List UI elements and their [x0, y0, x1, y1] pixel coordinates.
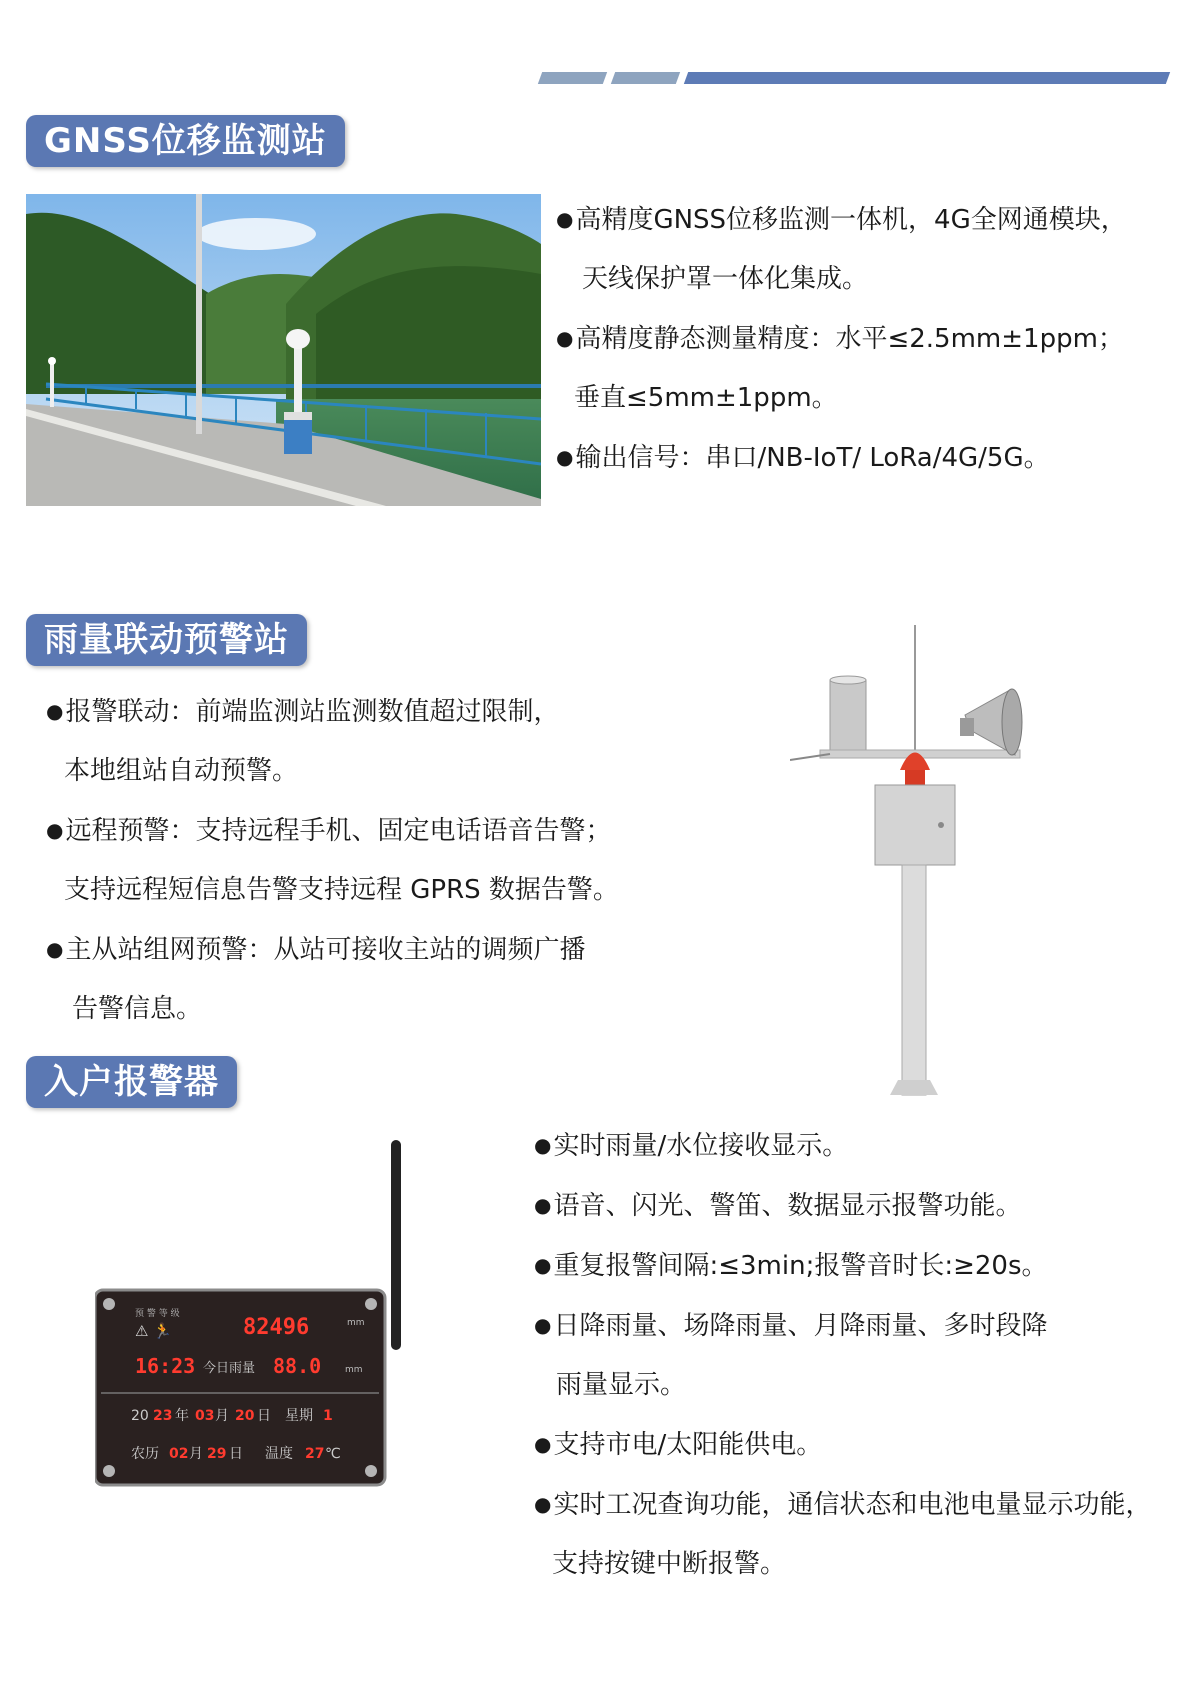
- year-label: 年: [175, 1408, 189, 1424]
- feature-text: 实时雨量/水位接收显示。: [553, 1131, 849, 1161]
- section-title-home-alarm: 入户报警器: [26, 1056, 237, 1108]
- alarm-level-icons: ⚠ 🏃: [135, 1322, 172, 1340]
- month-readout: 03: [195, 1408, 215, 1424]
- decor-bar: [538, 72, 607, 84]
- feature-item: [534, 1236, 1151, 1296]
- bullet-dot: ●: [556, 207, 574, 231]
- home-alarm-device-image: [95, 1140, 415, 1490]
- bullet-dot: ●: [46, 699, 64, 723]
- total-rain-unit: mm: [347, 1318, 365, 1328]
- feature-item: [556, 428, 1127, 488]
- lunar-day-readout: 29: [207, 1446, 227, 1462]
- bullet-dot: ●: [534, 1313, 552, 1337]
- feature-item: [556, 190, 1127, 250]
- feature-text-cont: 告警信息。: [72, 994, 203, 1024]
- decor-bar: [684, 72, 1170, 84]
- alarm-level-label: 预 警 等 级: [135, 1309, 180, 1319]
- rain-warning-feature-list: [46, 682, 619, 1039]
- bullet-dot: ●: [556, 445, 574, 469]
- feature-item: [534, 1176, 1151, 1236]
- feature-text: 高精度GNSS位移监测一体机，4G全网通模块，: [575, 205, 1127, 235]
- feature-text: 日降雨量、场降雨量、月降雨量、多时段降: [553, 1311, 1048, 1341]
- bullet-dot: ●: [534, 1432, 552, 1456]
- feature-item: [534, 1475, 1151, 1535]
- feature-text-cont: 本地组站自动预警。: [64, 756, 299, 786]
- decor-bar: [611, 72, 680, 84]
- bullet-dot: ●: [534, 1133, 552, 1157]
- feature-item: [534, 1116, 1151, 1176]
- total-rain-readout: 82496: [243, 1315, 310, 1340]
- today-rain-readout: 88.0: [273, 1354, 322, 1378]
- today-rain-unit: mm: [345, 1365, 363, 1375]
- feature-text: 实时工况查询功能，通信状态和电池电量显示功能，: [553, 1490, 1152, 1520]
- home-alarm-feature-list: [534, 1116, 1151, 1594]
- feature-item: [46, 801, 619, 861]
- temp-unit: ℃: [325, 1446, 341, 1462]
- week-readout: 1: [323, 1408, 333, 1424]
- feature-item: [46, 682, 619, 742]
- feature-text-cont: 垂直≤5mm±1ppm。: [574, 383, 838, 413]
- bullet-dot: ●: [534, 1253, 552, 1277]
- bullet-dot: ●: [534, 1492, 552, 1516]
- feature-item: [534, 1415, 1151, 1475]
- temp-readout: 27: [305, 1446, 325, 1462]
- day-label: 日: [257, 1408, 271, 1424]
- feature-text-cont: 天线保护罩一体化集成。: [582, 264, 869, 294]
- day-readout: 20: [235, 1408, 255, 1424]
- header-decoration-bars: [540, 72, 1170, 84]
- feature-text: 远程预警：支持远程手机、固定电话语音告警；: [65, 816, 612, 846]
- feature-text: 高精度静态测量精度：水平≤2.5mm±1ppm；: [575, 324, 1124, 354]
- year-readout: 23: [153, 1408, 173, 1424]
- feature-item: [46, 920, 619, 980]
- lunar-label: 农历: [131, 1446, 159, 1462]
- lunar-month-label: 月: [189, 1446, 203, 1462]
- week-label: 星期: [285, 1408, 313, 1424]
- feature-text: 重复报警间隔:≤3min;报警音时长:≥20s。: [553, 1251, 1048, 1281]
- feature-text: 输出信号：串口/NB-IoT/ LoRa/4G/5G。: [575, 443, 1050, 473]
- rain-warning-station-image: [790, 620, 1060, 1100]
- today-rain-label: 今日雨量: [203, 1361, 256, 1376]
- bullet-dot: ●: [46, 937, 64, 961]
- feature-item: [556, 309, 1127, 369]
- feature-text-cont: 雨量显示。: [556, 1370, 687, 1400]
- gnss-feature-list: [556, 190, 1127, 488]
- feature-text: 支持市电/太阳能供电。: [553, 1430, 823, 1460]
- lunar-day-label: 日: [229, 1446, 243, 1462]
- feature-text-cont: 支持远程短信息告警支持远程 GPRS 数据告警。: [64, 875, 619, 905]
- month-label: 月: [215, 1408, 229, 1424]
- feature-text-cont: 支持按键中断报警。: [552, 1549, 787, 1579]
- feature-text: 报警联动：前端监测站监测数值超过限制，: [65, 697, 560, 727]
- bullet-dot: ●: [556, 326, 574, 350]
- section-title-gnss: GNSS位移监测站: [26, 115, 345, 167]
- section-title-rain-warning: 雨量联动预警站: [26, 614, 307, 666]
- temp-label: 温度: [265, 1446, 293, 1462]
- lunar-month-readout: 02: [169, 1446, 189, 1462]
- bullet-dot: ●: [534, 1193, 552, 1217]
- bullet-dot: ●: [46, 818, 64, 842]
- feature-item: [534, 1296, 1151, 1356]
- gnss-station-photo: [26, 194, 541, 506]
- feature-text: 语音、闪光、警笛、数据显示报警功能。: [553, 1191, 1022, 1221]
- time-readout: 16:23: [135, 1354, 196, 1378]
- feature-text: 主从站组网预警：从站可接收主站的调频广播: [65, 935, 586, 965]
- year-prefix: 20: [131, 1408, 149, 1424]
